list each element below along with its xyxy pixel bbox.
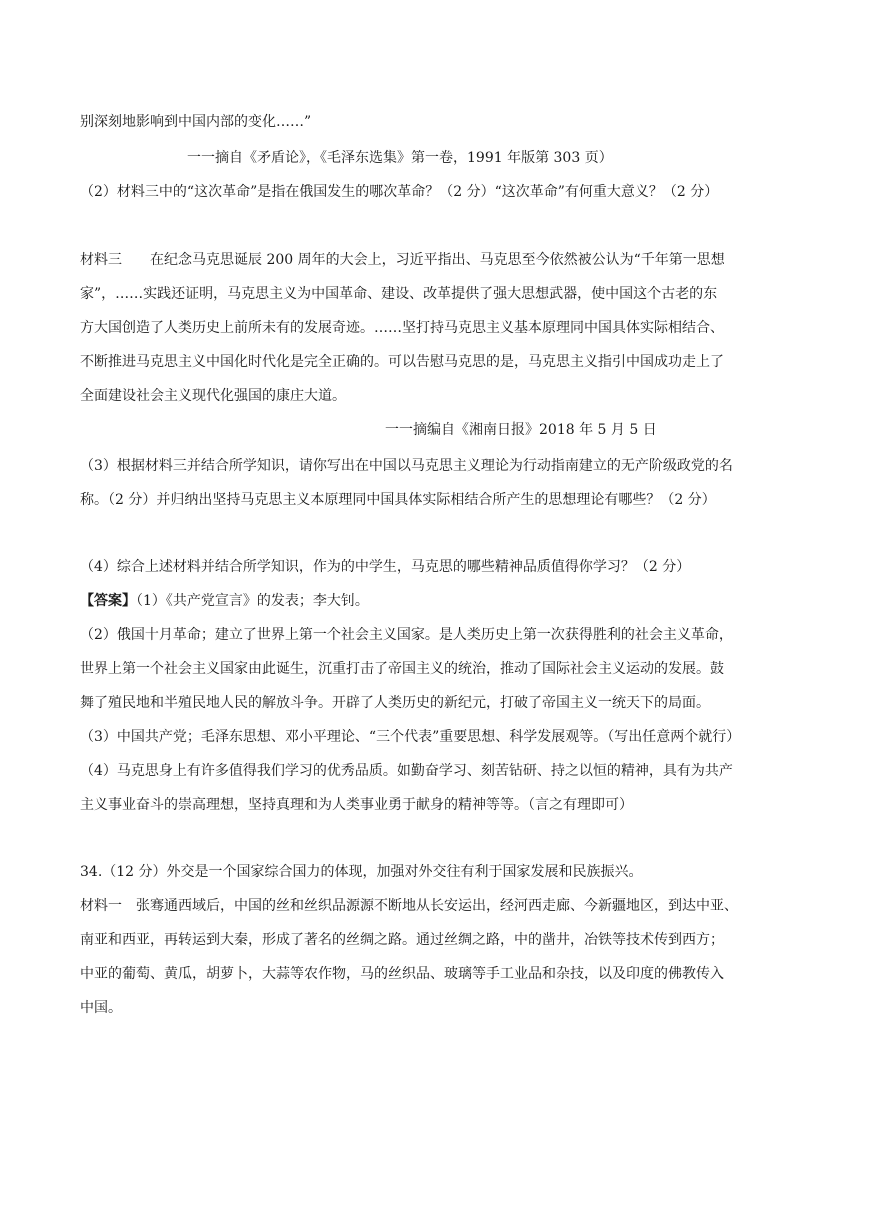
material-three-line-1: 材料三 在纪念马克思诞辰 200 周年的大会上，习近平指出、马克思至今依然被公认为“千年第一思想 xyxy=(80,252,725,268)
material-two-continuation: 别深刻地影响到中国内部的变化……” xyxy=(80,114,312,130)
question-3-line-2: 称。（2 分）并归纳出坚持马克思主义本原理同中国具体实际相结合所产生的思想理论有哪些？（2 分） xyxy=(80,492,716,508)
answer-4-line-2: 主义事业奋斗的崇高理想，坚持真理和为人类事业勇于献身的精神等等。（言之有理即可） xyxy=(80,797,633,813)
answer-3: （3）中国共产党；毛泽东思想、邓小平理论、“三个代表”重要思想、科学发展观等。（写出任意两个就行） xyxy=(80,729,741,745)
material-one-line-3: 中亚的葡萄、黄瓜，胡萝卜，大蒜等农作物，马的丝织品、玻璃等手工业品和杂技，以及印度的佛教传入 xyxy=(80,966,724,982)
answer-2-line-1: （2）俄国十月革命；建立了世界上第一个社会主义国家。是人类历史上第一次获得胜利的社会主义革命， xyxy=(80,627,733,643)
answer-4-line-1: （4）马克思身上有许多值得我们学习的优秀品质。如勤奋学习、刻苦钻研、持之以恒的精神，具有为共产 xyxy=(80,763,733,779)
question-4: （4）综合上述材料并结合所学知识，作为的中学生，马克思的哪些精神品质值得你学习？（2 分） xyxy=(80,559,691,575)
answer-2-line-2: 世界上第一个社会主义国家由此诞生，沉重打击了帝国主义的统治，推动了国际社会主义运动的发展。鼓 xyxy=(80,661,724,677)
answer-1-text: （1）《共产党宣言》的发表；李大钊。 xyxy=(136,593,369,609)
answer-2-line-3: 舞了殖民地和半殖民地人民的解放斗争。开辟了人类历史的新纪元，打破了帝国主义一统天下的局面。 xyxy=(80,695,710,711)
material-three-source: 一一摘编自《湘南日报》2018 年 5 月 5 日 xyxy=(385,422,657,438)
material-three-line-2: 家”，……实践还证明，马克思主义为中国革命、建设、改革提供了强大思想武器，使中国这个古老的东 xyxy=(80,286,718,302)
material-one-line-2: 南亚和西亚，再转运到大秦，形成了著名的丝绸之路。通过丝绸之路，中的凿井，冶铁等技术传到西方； xyxy=(80,932,724,948)
question-34-header: 34.（12 分）外交是一个国家综合国力的体现，加强对外交往有利于国家发展和民族振兴。 xyxy=(80,864,643,880)
question-2: （2）材料三中的“这次革命”是指在俄国发生的哪次革命？（2 分）“这次革命”有何重大意义？（2 分） xyxy=(80,184,719,200)
material-three-line-3: 方大国创造了人类历史上前所未有的发展奇迹。……坚打持马克思主义基本原理同中国具体实际相结合、 xyxy=(80,320,724,336)
material-one-line-4: 中国。 xyxy=(80,1000,122,1016)
question-3-line-1: （3）根据材料三并结合所学知识，请你写出在中国以马克思主义理论为行动指南建立的无产阶级政党的名 xyxy=(80,458,733,474)
material-three-line-5: 全面建设社会主义现代化强国的康庄大道。 xyxy=(80,388,346,404)
material-three-line-4: 不断推进马克思主义中国化时代化是完全正确的。可以告慰马克思的是，马克思主义指引中国成功走上了 xyxy=(80,354,724,370)
answer-label: 【答案】 xyxy=(80,593,136,609)
answer-1 xyxy=(80,591,792,611)
material-one-line-1: 材料一 张骞通西域后，中国的丝和丝织品源源不断地从长安运出，经河西走廊、今新疆地区，到达中亚、 xyxy=(80,898,738,914)
material-two-source: 一一摘自《矛盾论》，《毛泽东选集》第一卷，1991 年版第 303 页） xyxy=(187,150,613,166)
